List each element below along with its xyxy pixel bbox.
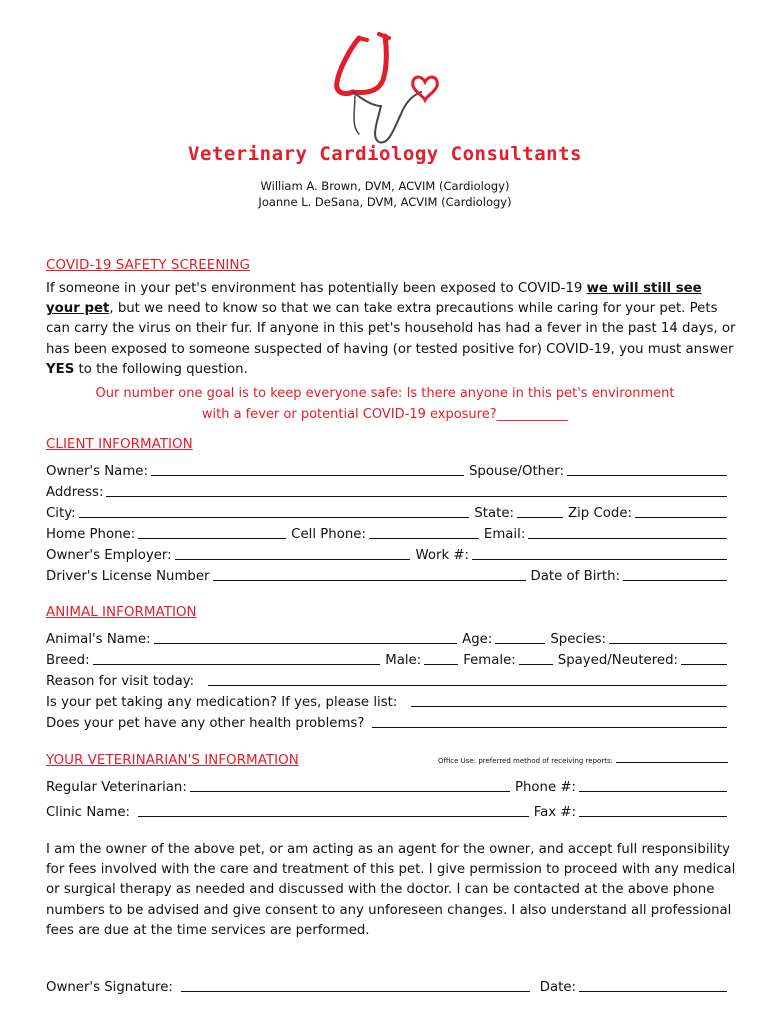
covid-section-title: COVID-19 SAFETY SCREENING [46, 257, 250, 273]
spayed-field[interactable] [681, 664, 727, 665]
address-field[interactable] [106, 496, 727, 497]
regular-vet-label: Regular Veterinarian: [46, 780, 187, 795]
signature-date-label: Date: [539, 980, 576, 995]
vet-section-title: YOUR VETERINARIAN'S INFORMATION [46, 752, 299, 768]
email-label: Email: [483, 527, 526, 542]
age-label: Age: [462, 632, 493, 647]
fax-label: Fax #: [533, 805, 576, 820]
work-phone-label: Work #: [415, 548, 469, 563]
form-row [46, 566, 727, 584]
zip-label: Zip Code: [568, 506, 632, 521]
dob-field[interactable] [623, 580, 727, 581]
city-label: City: [46, 506, 76, 521]
animal-name-field[interactable] [154, 643, 458, 644]
office-use-note [438, 757, 728, 765]
form-row [46, 713, 727, 731]
owner-signature-field[interactable] [181, 991, 530, 992]
work-phone-field[interactable] [472, 559, 727, 560]
clinic-name-field[interactable] [138, 816, 529, 817]
employer-field[interactable] [175, 559, 411, 560]
form-row [46, 629, 727, 647]
health-field[interactable] [372, 727, 727, 728]
vet-phone-label: Phone #: [514, 780, 576, 795]
home-phone-field[interactable] [138, 538, 286, 539]
address-label: Address: [46, 485, 104, 500]
form-row [46, 461, 727, 479]
fax-field[interactable] [579, 816, 727, 817]
covid-text: , but we need to know so that we can take extra precautions while caring for your pet. Pets can carry the virus on their fur. If anyone in this pet's household has had a fever in the past 14 days, or has been exposed to someone suspected of having (or tested positive for) COVID-19, you must answer [46, 301, 736, 357]
male-label: Male: [385, 653, 422, 668]
species-label: Species: [550, 632, 606, 647]
covid-emphasis: we will still see your pet [46, 281, 702, 317]
form-row [46, 692, 727, 710]
female-field[interactable] [519, 664, 553, 665]
employer-label: Owner's Employer: [46, 548, 172, 563]
email-field[interactable] [528, 538, 727, 539]
age-field[interactable] [495, 643, 545, 644]
cell-phone-label: Cell Phone: [291, 527, 366, 542]
license-field[interactable] [213, 580, 526, 581]
health-label: Does your pet have any other health problems? [46, 716, 365, 731]
spouse-field[interactable] [567, 475, 727, 476]
state-field[interactable] [517, 517, 563, 518]
regular-vet-field[interactable] [190, 791, 510, 792]
dob-label: Date of Birth: [530, 569, 620, 584]
reason-field[interactable] [208, 685, 727, 686]
form-row [46, 545, 727, 563]
form-row [46, 524, 727, 542]
medication-field[interactable] [411, 706, 727, 707]
animal-name-label: Animal's Name: [46, 632, 151, 647]
form-row [46, 503, 727, 521]
zip-field[interactable] [635, 517, 727, 518]
reason-label: Reason for visit today: [46, 674, 195, 689]
male-field[interactable] [424, 664, 458, 665]
breed-field[interactable] [93, 664, 381, 665]
city-field[interactable] [79, 517, 470, 518]
covid-text: If someone in your pet's environment has potentially been exposed to COVID-19 [46, 281, 587, 296]
signature-row [46, 977, 727, 995]
form-row [46, 482, 727, 500]
form-row [46, 777, 727, 795]
clinic-name-label: Clinic Name: [46, 805, 131, 820]
owner-signature-label: Owner's Signature: [46, 980, 173, 995]
consent-paragraph: I am the owner of the above pet, or am acting as an agent for the owner, and accept full responsibility for fees involved with the care and treatment of this pet. I give permission to proceed with any medical or surgical therapy as needed and discussed with the doctor. I can be contacted at the above phone numbers to be advised and give consent to any unforeseen changes. I also understand all professional fees are due at the time services are performed. [46, 842, 736, 938]
form-row [46, 650, 727, 668]
species-field[interactable] [609, 643, 727, 644]
owners-name-field[interactable] [151, 475, 464, 476]
doctor-name: William A. Brown, DVM, ACVIM (Cardiology) [260, 179, 510, 193]
form-row [46, 802, 727, 820]
breed-label: Breed: [46, 653, 90, 668]
owners-name-label: Owner's Name: [46, 464, 148, 479]
license-label: Driver's License Number [46, 569, 210, 584]
cell-phone-field[interactable] [369, 538, 479, 539]
female-label: Female: [463, 653, 516, 668]
practice-name: Veterinary Cardiology Consultants [188, 143, 582, 165]
spouse-label: Spouse/Other: [468, 464, 564, 479]
covid-yes: YES [46, 361, 75, 377]
office-use-field[interactable] [616, 762, 728, 763]
covid-question-line2[interactable]: with a fever or potential COVID-19 exposure?___________ [201, 407, 569, 422]
spayed-label: Spayed/Neutered: [557, 653, 678, 668]
doctor-name: Joanne L. DeSana, DVM, ACVIM (Cardiology) [258, 195, 512, 209]
form-row [46, 671, 727, 689]
animal-section-title: ANIMAL INFORMATION [46, 604, 197, 620]
medication-label: Is your pet taking any medication? If yes, please list: [46, 695, 398, 710]
state-label: State: [474, 506, 514, 521]
signature-date-field[interactable] [579, 991, 727, 992]
covid-text: to the following question. [74, 361, 248, 377]
office-use-label: Office Use: preferred method of receiving reports: [438, 757, 613, 765]
client-section-title: CLIENT INFORMATION [46, 436, 193, 452]
vet-phone-field[interactable] [579, 791, 727, 792]
stethoscope-heart-logo [325, 30, 445, 145]
covid-question-line1: Our number one goal is to keep everyone safe: Is there anyone in this pet's environment [95, 386, 675, 401]
home-phone-label: Home Phone: [46, 527, 136, 542]
covid-paragraph [46, 279, 736, 380]
